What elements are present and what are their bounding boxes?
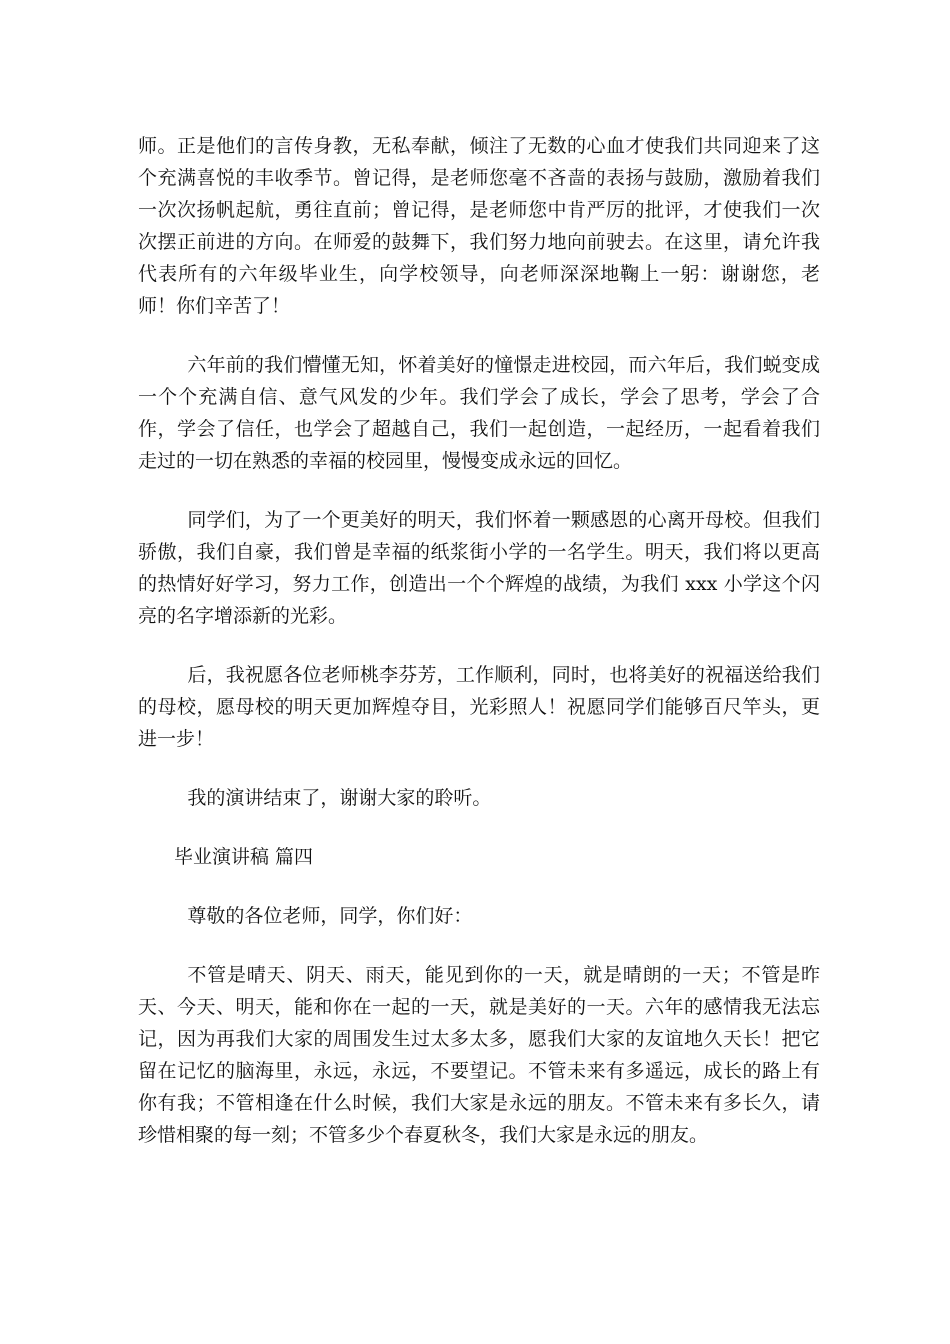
paragraph-continuation: 师。正是他们的言传身教，无私奉献，倾注了无数的心血才使我们共同迎来了这个充满喜悦的丰收季节。曾记得，是老师您毫不吝啬的表扬与鼓励，激励着我们一次次扬帆起航，勇往直前；曾记得，是老师您中肯严厉的批评，才使我们一次次摆正前进的方向。在师爱的鼓舞下，我们努力地向前驶去。在这里，请允许我代表所有的六年级毕业生，向学校领导，向老师深深地鞠上一躬：谢谢您，老师！你们辛苦了！: [138, 135, 820, 317]
section-heading: 毕业演讲稿 篇四: [174, 846, 314, 868]
paragraph-six-years: 六年前的我们懵懂无知，怀着美好的憧憬走进校园，而六年后，我们蜕变成一个个充满自信、意气风发的少年。我们学会了成长，学会了思考，学会了合作，学会了信任，也学会了超越自己，我们一起创造，一起经历，一起看着我们走过的一切在熟悉的幸福的校园里，慢慢变成永远的回忆。: [138, 354, 820, 472]
paragraph-closing: 我的演讲结束了，谢谢大家的聆听。: [187, 787, 492, 809]
paragraph-friendship: 不管是晴天、阴天、雨天，能见到你的一天，就是晴朗的一天；不管是昨天、今天、明天，能和你在一起的一天，就是美好的一天。六年的感情我无法忘记，因为再我们大家的周围发生过太多太多，愿我们大家的友谊地久天长！把它留在记忆的脑海里，永远，永远，不要望记。不管未来有多遥远，成长的路上有你有我；不管相逢在什么时候，我们大家是永远的朋友。不管未来有多长久，请珍惜相聚的每一刻；不管多少个春夏秋冬，我们大家是永远的朋友。: [138, 964, 820, 1146]
paragraph-classmates: 同学们，为了一个更美好的明天，我们怀着一颗感恩的心离开母校。但我们骄傲，我们自豪，我们曾是幸福的纸浆街小学的一名学生。明天，我们将以更高的热情好好学习，努力工作，创造出一个个辉煌的战绩，为我们 xxx 小学这个闪亮的名字增添新的光彩。: [138, 509, 820, 627]
document-body: [138, 130, 820, 1178]
paragraph-wishes: 后，我祝愿各位老师桃李芬芳，工作顺利，同时，也将美好的祝福送给我们的母校，愿母校的明天更加辉煌夺目，光彩照人！祝愿同学们能够百尺竿头，更进一步！: [138, 664, 820, 750]
greeting: 尊敬的各位老师，同学，你们好：: [187, 905, 473, 927]
